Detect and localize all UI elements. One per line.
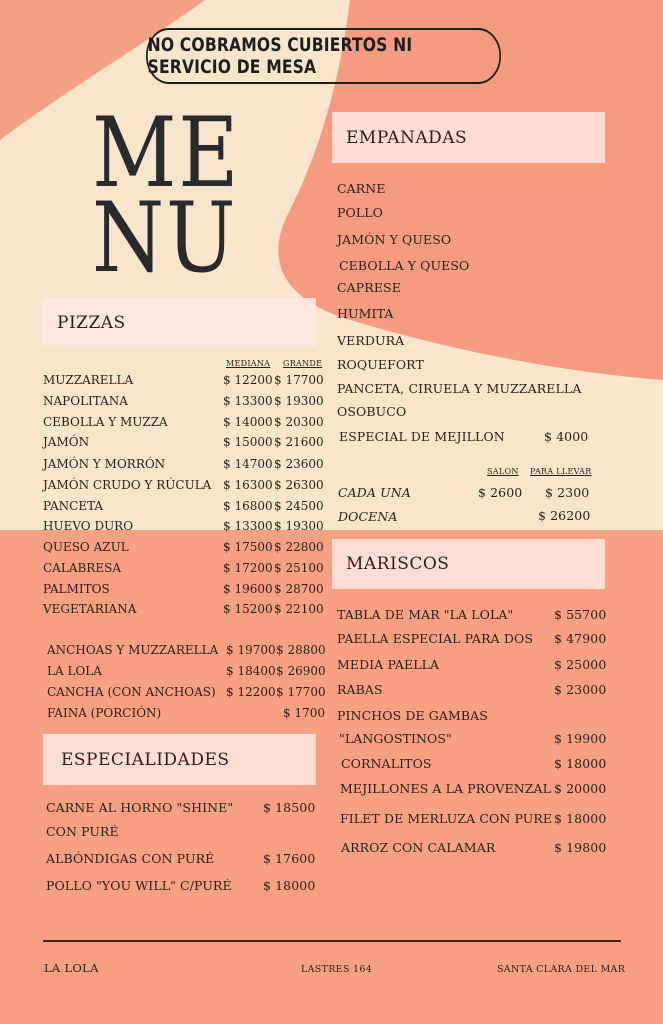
mariscos-heading: MARISCOS (332, 539, 605, 589)
pizza-price-mediana: $ 14000 (223, 415, 273, 429)
pizza-price-grande: $ 24500 (274, 499, 324, 513)
pizza-price-mediana: $ 15000 (223, 435, 273, 449)
footer-restaurant-name: LA LOLA (44, 961, 99, 975)
especialidad-price: $ 18500 (263, 800, 316, 815)
pizza-name: HUEVO DURO (43, 519, 134, 533)
marisco-price: $ 19800 (554, 840, 607, 855)
pizza-name: CEBOLLA Y MUZZA (43, 415, 168, 429)
marisco-name: MEJILLONES A LA PROVENZAL (340, 781, 552, 796)
pizza-price-grande: $ 1700 (283, 706, 325, 720)
pizza-price-mediana: $ 17200 (223, 561, 273, 575)
empanadas-heading: EMPANADAS (332, 112, 605, 163)
docena-label: DOCENA (338, 509, 398, 524)
cada-una-llevar-price: $ 2300 (545, 485, 590, 500)
empanada-item: ROQUEFORT (337, 357, 424, 372)
empanada-item: POLLO (337, 205, 384, 220)
col-grande: GRANDE (283, 359, 323, 368)
pizza-name: JAMÓN Y MORRÓN (43, 457, 166, 471)
marisco-price: $ 23000 (554, 682, 607, 697)
especialidad-name: CARNE AL HORNO "SHINE" (46, 800, 234, 815)
no-cover-charge-banner: NO COBRAMOS CUBIERTOS NI SERVICIO DE MESA (146, 28, 501, 84)
empanada-item: CARNE (337, 181, 386, 196)
pizza-price-grande: $ 21600 (274, 435, 324, 449)
especialidad-name: POLLO "YOU WILL" C/PURÉ (46, 878, 232, 893)
pizza-name: JAMÓN (43, 435, 90, 449)
pizza-price-mediana: $ 17500 (223, 540, 273, 554)
cada-una-salon-price: $ 2600 (478, 485, 523, 500)
marisco-name: MEDIA PAELLA (337, 657, 440, 672)
pizza-name: PANCETA (43, 499, 104, 513)
pizza-price-mediana: $ 13300 (223, 394, 273, 408)
empanada-item: JAMÓN Y QUESO (337, 232, 452, 247)
pizza-price-mediana: $ 13300 (223, 519, 273, 533)
empanada-item: CAPRESE (337, 280, 401, 295)
pizza-price-mediana: $ 12200 (226, 685, 276, 699)
marisco-name: PINCHOS DE GAMBAS (337, 708, 488, 723)
pizza-name: ANCHOAS Y MUZZARELLA (47, 643, 219, 657)
marisco-name: "LANGOSTINOS" (339, 731, 452, 746)
especialidad-price: $ 17600 (263, 851, 316, 866)
pizza-price-mediana: $ 14700 (223, 457, 273, 471)
empanada-item: PANCETA, CIRUELA Y MUZZARELLA (337, 381, 582, 396)
especial-mejillon-name: ESPECIAL DE MEJILLON (339, 429, 505, 444)
pizza-price-grande: $ 17700 (274, 373, 324, 387)
pizza-price-grande: $ 25100 (274, 561, 324, 575)
pizza-price-mediana: $ 16800 (223, 499, 273, 513)
col-para-llevar: PARA LLEVAR (530, 467, 592, 476)
marisco-price: $ 20000 (554, 781, 607, 796)
cada-una-label: CADA UNA (338, 485, 411, 500)
pizza-price-grande: $ 26300 (274, 478, 324, 492)
empanada-item: OSOBUCO (337, 404, 407, 419)
pizza-name: LA LOLA (47, 664, 102, 678)
pizza-name: MUZZARELLA (43, 373, 134, 387)
marisco-price: $ 18000 (554, 756, 607, 771)
marisco-name: PAELLA ESPECIAL PARA DOS (337, 631, 533, 646)
marisco-price: $ 19900 (554, 731, 607, 746)
especialidad-price: $ 18000 (263, 878, 316, 893)
menu-title-line2: NU (92, 182, 238, 294)
footer-address: LASTRES 164 (301, 964, 373, 975)
marisco-price: $ 55700 (554, 607, 607, 622)
pizza-name: NAPOLITANA (43, 394, 128, 408)
docena-llevar-price: $ 26200 (538, 508, 591, 523)
pizza-name: CANCHA (CON ANCHOAS) (47, 685, 216, 699)
pizza-price-mediana: $ 16300 (223, 478, 273, 492)
footer-divider (43, 940, 621, 942)
pizza-name: QUESO AZUL (43, 540, 129, 554)
pizza-name: VEGETARIANA (43, 602, 137, 616)
pizza-price-grande: $ 28800 (276, 643, 326, 657)
marisco-price: $ 47900 (554, 631, 607, 646)
marisco-name: TABLA DE MAR "LA LOLA" (337, 607, 514, 622)
especialidad-name: ALBÓNDIGAS CON PURÉ (46, 851, 215, 866)
menu-title-line1: ME (92, 97, 241, 209)
empanada-item: VERDURA (337, 333, 405, 348)
pizza-price-mediana: $ 12200 (223, 373, 273, 387)
pizza-price-grande: $ 23600 (274, 457, 324, 471)
marisco-name: FILET DE MERLUZA CON PURE (340, 811, 553, 826)
footer-city: SANTA CLARA DEL MAR (497, 964, 626, 975)
marisco-name: ARROZ CON CALAMAR (341, 840, 496, 855)
col-mediana: MEDIANA (226, 359, 271, 368)
col-salon: SALON (487, 467, 519, 476)
pizza-price-grande: $ 22800 (274, 540, 324, 554)
empanada-item: HUMITA (337, 306, 394, 321)
pizza-price-mediana: $ 19700 (226, 643, 276, 657)
marisco-name: RABAS (337, 682, 383, 697)
pizza-price-grande: $ 22100 (274, 602, 324, 616)
pizza-price-mediana: $ 19600 (223, 582, 273, 596)
pizza-name: JAMÓN CRUDO Y RÚCULA (43, 478, 212, 492)
pizza-price-grande: $ 26900 (276, 664, 326, 678)
marisco-price: $ 25000 (554, 657, 607, 672)
pizza-name: FAINA (PORCIÓN) (47, 706, 162, 720)
pizza-name: CALABRESA (43, 561, 121, 575)
pizza-price-mediana: $ 18400 (226, 664, 276, 678)
marisco-price: $ 18000 (554, 811, 607, 826)
pizza-price-grande: $ 28700 (274, 582, 324, 596)
pizza-price-grande: $ 19300 (274, 394, 324, 408)
pizza-name: PALMITOS (43, 582, 110, 596)
pizzas-heading: PIZZAS (43, 298, 316, 347)
pizza-price-mediana: $ 15200 (223, 602, 273, 616)
especialidades-heading: ESPECIALIDADES (43, 734, 316, 785)
pizza-price-grande: $ 17700 (276, 685, 326, 699)
especial-mejillon-price: $ 4000 (544, 429, 589, 444)
pizza-price-grande: $ 19300 (274, 519, 324, 533)
pizza-price-grande: $ 20300 (274, 415, 324, 429)
especialidad-name-2: CON PURÉ (46, 824, 119, 839)
marisco-name: CORNALITOS (341, 756, 432, 771)
empanada-item: CEBOLLA Y QUESO (339, 258, 470, 273)
